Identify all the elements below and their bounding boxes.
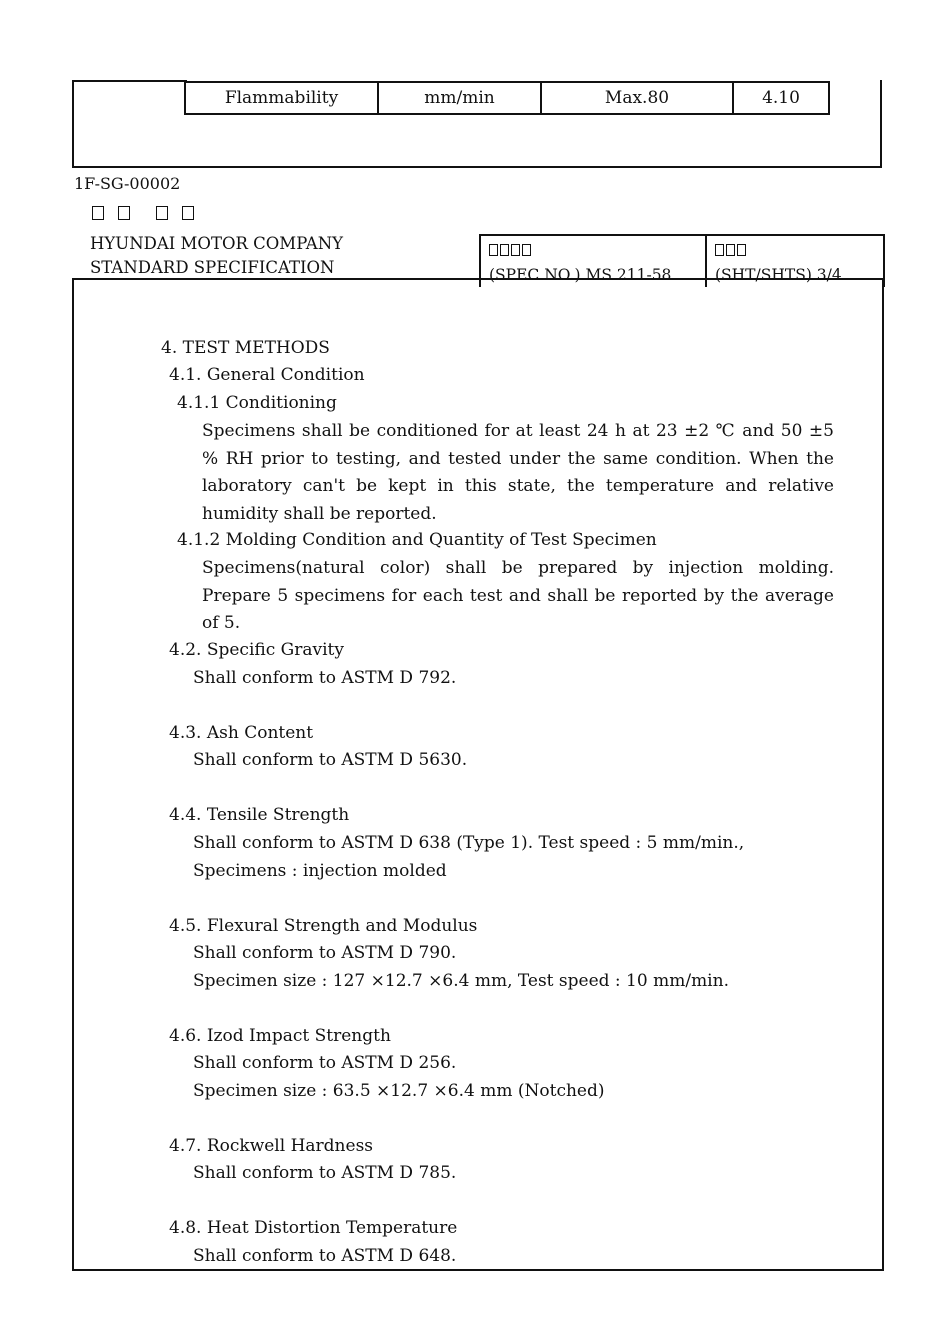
section-heading-4-1: 4.1. General Condition	[169, 365, 365, 385]
izod-text-2: Specimen size : 63.5 ×12.7 ×6.4 mm (Notched)	[193, 1081, 605, 1101]
unit-cell: mm/min	[378, 82, 541, 114]
company-line-1: HYUNDAI MOTOR COMPANY	[90, 234, 344, 253]
molding-paragraph: Specimens(natural color) shall be prepared by injection molding. Prepare 5 specimens for each test and shall be reported by the average of 5.	[202, 558, 834, 634]
section-heading-4-4: 4.4. Tensile Strength	[169, 805, 350, 825]
conditioning-paragraph: Specimens shall be conditioned for at least 24 h at 23 ±2 ℃ and 50 ±5 % RH prior to testing, and tested under the same condition. When the laboratory can't be kept in this state, the temperature and relative humidity shall be reported.	[202, 421, 834, 524]
section-heading-4-5: 4.5. Flexural Strength and Modulus	[169, 916, 478, 936]
flammability-table	[184, 81, 830, 115]
document-code: 1F-SG-00002	[74, 174, 181, 193]
specific-gravity-text: Shall conform to ASTM D 792.	[193, 668, 457, 688]
company-line-2: STANDARD SPECIFICATION	[90, 258, 335, 277]
flexural-text-1: Shall conform to ASTM D 790.	[193, 943, 457, 963]
section-heading-4-6: 4.6. Izod Impact Strength	[169, 1026, 391, 1046]
spec-no-glyphs	[489, 239, 697, 263]
section-heading-4-1-1: 4.1.1 Conditioning	[177, 393, 337, 413]
section-heading-4-3: 4.3. Ash Content	[169, 723, 314, 743]
frame-corner-line	[74, 80, 187, 82]
glyph-box-icon	[92, 206, 104, 220]
tensile-text-1: Shall conform to ASTM D 638 (Type 1). Test speed : 5 mm/min.,	[193, 833, 745, 853]
sheet-glyphs	[715, 239, 875, 263]
requirement-cell: Max.80	[541, 82, 733, 114]
rockwell-text: Shall conform to ASTM D 785.	[193, 1163, 457, 1183]
company-logo-glyphs	[92, 205, 208, 224]
glyph-box-icon	[182, 206, 194, 220]
spec-no-value: (SPEC NO.) MS 211-58	[489, 266, 672, 284]
ash-content-text: Shall conform to ASTM D 5630.	[193, 750, 468, 770]
section-heading-4: 4. TEST METHODS	[161, 338, 330, 358]
test-method-cell: 4.10	[733, 82, 829, 114]
tensile-text-2: Specimens : injection molded	[193, 861, 447, 881]
glyph-box-icon	[118, 206, 130, 220]
table-row	[185, 82, 829, 114]
company-name	[90, 232, 343, 280]
sheet-value: (SHT/SHTS) 3/4	[715, 266, 842, 284]
section-heading-4-1-2: 4.1.2 Molding Condition and Quantity of Test Specimen	[177, 530, 657, 550]
section-heading-4-2: 4.2. Specific Gravity	[169, 640, 344, 660]
property-cell: Flammability	[185, 82, 378, 114]
glyph-box-icon	[156, 206, 168, 220]
flexural-text-2: Specimen size : 127 ×12.7 ×6.4 mm, Test speed : 10 mm/min.	[193, 971, 729, 991]
section-heading-4-7: 4.7. Rockwell Hardness	[169, 1136, 374, 1156]
hdt-text: Shall conform to ASTM D 648.	[193, 1246, 457, 1266]
izod-text-1: Shall conform to ASTM D 256.	[193, 1053, 457, 1073]
section-heading-4-8: 4.8. Heat Distortion Temperature	[169, 1218, 458, 1238]
